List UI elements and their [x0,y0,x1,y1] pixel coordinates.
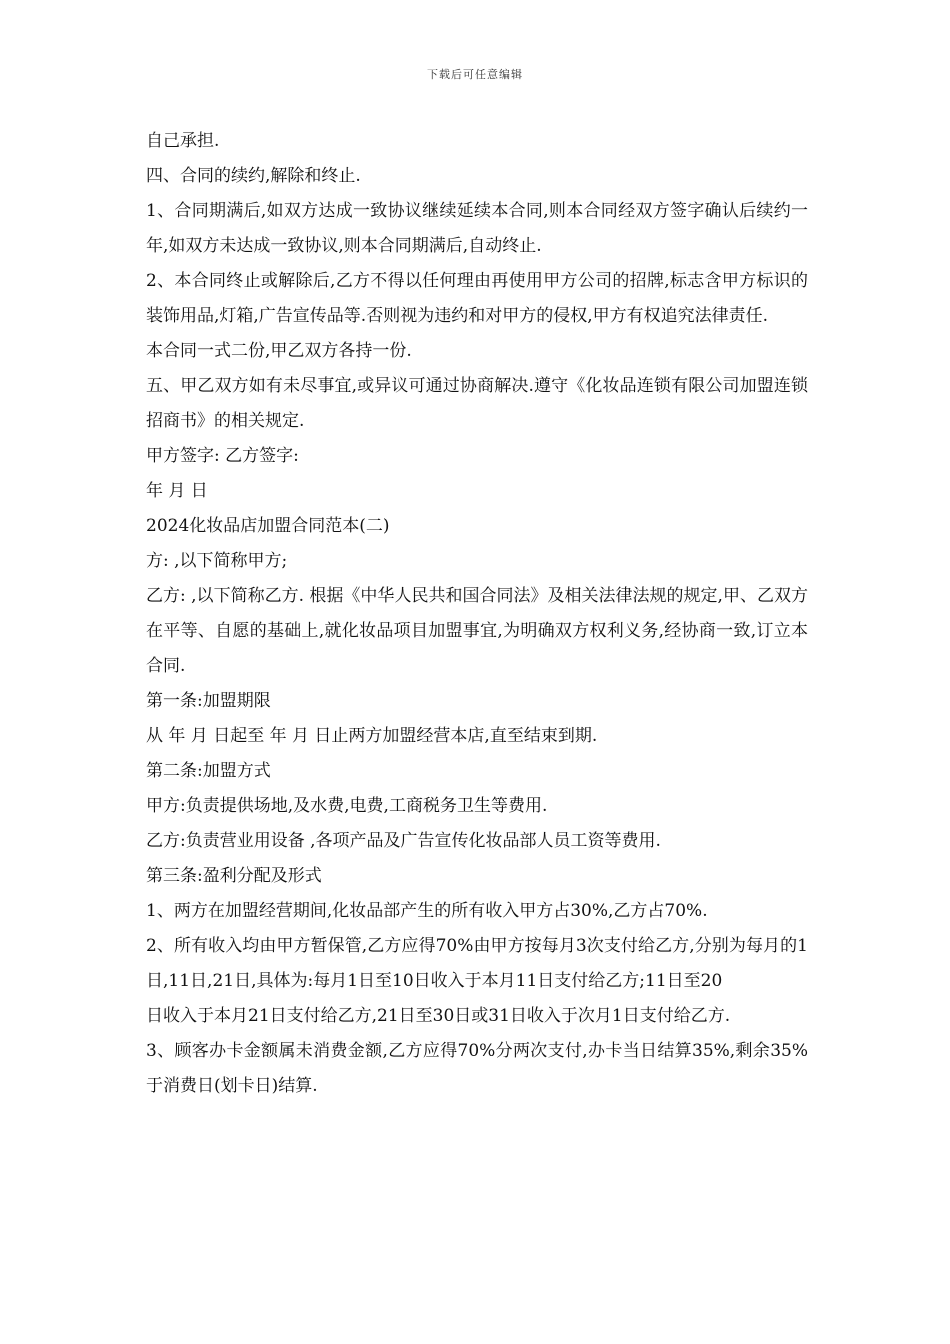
paragraph: 乙方:负责营业用设备 ,各项产品及广告宣传化妆品部人员工资等费用. [146,831,661,851]
article-heading: 第二条:加盟方式 [146,761,271,781]
paragraph: 1、两方在加盟经营期间,化妆品部产生的所有收入甲方占30%,乙方占70%. [146,901,708,921]
paragraph: 2、本合同终止或解除后,乙方不得以任何理由再使用甲方公司的招牌,标志含甲方标识的装饰用品,灯箱,广告宣传品等.否则视为违约和对甲方的侵权,甲方有权追究法律责任. [146,271,808,326]
article-heading: 第一条:加盟期限 [146,691,271,711]
date-line: 年 月 日 [146,481,208,501]
paragraph: 乙方: ,以下简称乙方. 根据《中华人民共和国合同法》及相关法律法规的规定,甲、乙双方在平等、自愿的基础上,就化妆品项目加盟事宜,为明确双方权利义务,经协商一致,订立本合同. [146,586,808,676]
paragraph: 从 年 月 日起至 年 月 日止两方加盟经营本店,直至结束到期. [146,726,598,746]
signature-line: 甲方签字: 乙方签字: [146,446,299,466]
document-title: 2024化妆品店加盟合同范本(二) [146,516,390,536]
paragraph: 2、所有收入均由甲方暂保管,乙方应得70%由甲方按每月3次支付给乙方,分别为每月的1日,11日,21日,具体为:每月1日至10日收入于本月11日支付给乙方;11日至20 [146,936,808,991]
paragraph: 日收入于本月21日支付给乙方,21日至30日或31日收入于次月1日支付给乙方. [146,1006,731,1026]
paragraph: 1、合同期满后,如双方达成一致协议继续延续本合同,则本合同经双方签字确认后续约一年,如双方未达成一致协议,则本合同期满后,自动终止. [146,201,808,256]
paragraph: 自己承担. [146,131,220,151]
paragraph: 本合同一式二份,甲乙双方各持一份. [146,341,412,361]
section-heading: 五、甲乙双方如有未尽事宜,或异议可通过协商解决.遵守《化妆品连锁有限公司加盟连锁招商书》的相关规定. [146,376,808,431]
paragraph: 甲方:负责提供场地,及水费,电费,工商税务卫生等费用. [146,796,548,816]
document-body [146,124,808,1104]
section-heading: 四、合同的续约,解除和终止. [146,166,361,186]
paragraph: 3、顾客办卡金额属未消费金额,乙方应得70%分两次支付,办卡当日结算35%,剩余35%于消费日(划卡日)结算. [146,1041,808,1096]
page-header-note: 下载后可任意编辑 [427,68,523,81]
article-heading: 第三条:盈利分配及形式 [146,866,322,886]
party-a-line: 方: ,以下简称甲方; [146,551,288,571]
